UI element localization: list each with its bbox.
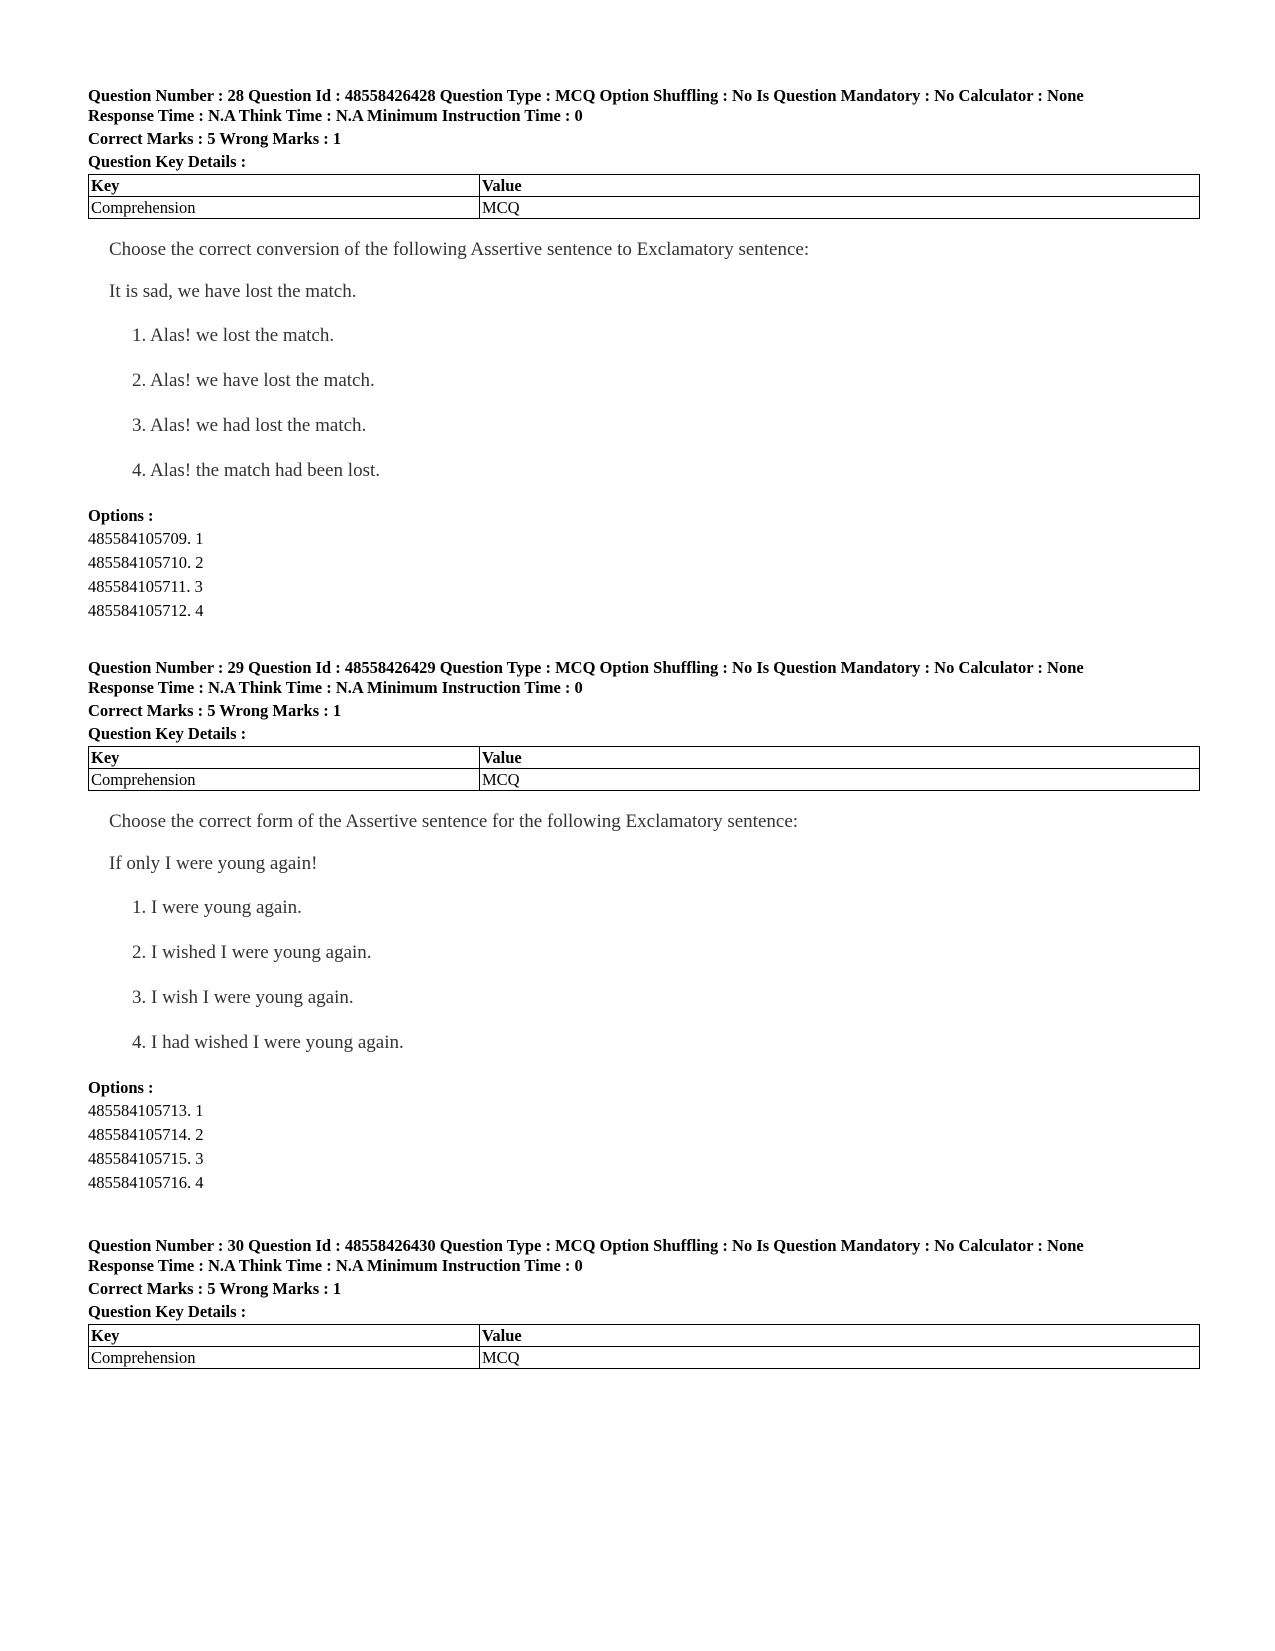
row-value: MCQ (480, 197, 1200, 219)
table-header-row (89, 175, 1200, 197)
question-28 (88, 86, 1189, 623)
option-id: 485584105712. 4 (88, 601, 204, 620)
question-29 (88, 658, 1189, 1195)
table-header-row (89, 747, 1200, 769)
header-key: Key (89, 175, 480, 197)
key-details-table (88, 1324, 1200, 1369)
question-prompt: Choose the correct conversion of the following Assertive sentence to Exclamatory sentence: (109, 239, 810, 260)
choice-list (109, 897, 1189, 1077)
option-id: 485584105716. 4 (88, 1173, 204, 1192)
option-id: 485584105710. 2 (88, 553, 204, 572)
option-id: 485584105709. 1 (88, 529, 204, 548)
header-value: Value (480, 747, 1200, 769)
meta-line-2: Response Time : N.A Think Time : N.A Minimum Instruction Time : 0 (88, 1256, 583, 1275)
choice-item: 3. Alas! we had lost the match. (132, 415, 367, 436)
meta-line-1: Question Number : 30 Question Id : 48558426430 Question Type : MCQ Option Shuffling : No Is Question Mandatory : No Calculator : None (88, 1236, 1084, 1255)
question-sentence: If only I were young again! (109, 853, 318, 874)
question-body (109, 811, 1189, 1077)
question-prompt: Choose the correct form of the Assertive sentence for the following Exclamatory sentence: (109, 811, 799, 832)
option-id: 485584105713. 1 (88, 1101, 204, 1120)
options-heading: Options : (88, 1078, 154, 1097)
meta-line-2: Response Time : N.A Think Time : N.A Minimum Instruction Time : 0 (88, 678, 583, 697)
choice-list (109, 325, 1189, 505)
choice-item: 3. I wish I were young again. (132, 987, 354, 1008)
table-header-row (89, 1325, 1200, 1347)
question-body (109, 239, 1189, 505)
question-meta (88, 1236, 1189, 1322)
key-details-table (88, 746, 1200, 791)
header-key: Key (89, 747, 480, 769)
choice-item: 2. Alas! we have lost the match. (132, 370, 375, 391)
question-sentence: It is sad, we have lost the match. (109, 281, 357, 302)
table-row (89, 1347, 1200, 1369)
key-details-table (88, 174, 1200, 219)
option-id: 485584105711. 3 (88, 577, 203, 596)
table-row (89, 769, 1200, 791)
choice-item: 1. Alas! we lost the match. (132, 325, 335, 346)
options-block (88, 505, 1189, 623)
choice-item: 4. Alas! the match had been lost. (132, 460, 380, 481)
key-details-label: Question Key Details : (88, 1302, 247, 1321)
question-30 (88, 1236, 1189, 1369)
key-details-label: Question Key Details : (88, 724, 247, 743)
key-details-label: Question Key Details : (88, 152, 247, 171)
table-row (89, 197, 1200, 219)
row-key: Comprehension (89, 769, 480, 791)
row-value: MCQ (480, 1347, 1200, 1369)
option-id: 485584105714. 2 (88, 1125, 204, 1144)
row-key: Comprehension (89, 197, 480, 219)
meta-line-1: Question Number : 29 Question Id : 48558426429 Question Type : MCQ Option Shuffling : No Is Question Mandatory : No Calculator : None (88, 658, 1084, 677)
question-meta (88, 86, 1189, 172)
choice-item: 4. I had wished I were young again. (132, 1032, 404, 1053)
options-heading: Options : (88, 506, 154, 525)
marks-line: Correct Marks : 5 Wrong Marks : 1 (88, 701, 342, 720)
meta-line-2: Response Time : N.A Think Time : N.A Minimum Instruction Time : 0 (88, 106, 583, 125)
options-block (88, 1077, 1189, 1195)
choice-item: 1. I were young again. (132, 897, 302, 918)
choice-item: 2. I wished I were young again. (132, 942, 372, 963)
row-value: MCQ (480, 769, 1200, 791)
marks-line: Correct Marks : 5 Wrong Marks : 1 (88, 129, 342, 148)
header-value: Value (480, 1325, 1200, 1347)
meta-line-1: Question Number : 28 Question Id : 48558426428 Question Type : MCQ Option Shuffling : No Is Question Mandatory : No Calculator : None (88, 86, 1084, 105)
header-key: Key (89, 1325, 480, 1347)
question-meta (88, 658, 1189, 744)
option-id: 485584105715. 3 (88, 1149, 204, 1168)
row-key: Comprehension (89, 1347, 480, 1369)
header-value: Value (480, 175, 1200, 197)
marks-line: Correct Marks : 5 Wrong Marks : 1 (88, 1279, 342, 1298)
